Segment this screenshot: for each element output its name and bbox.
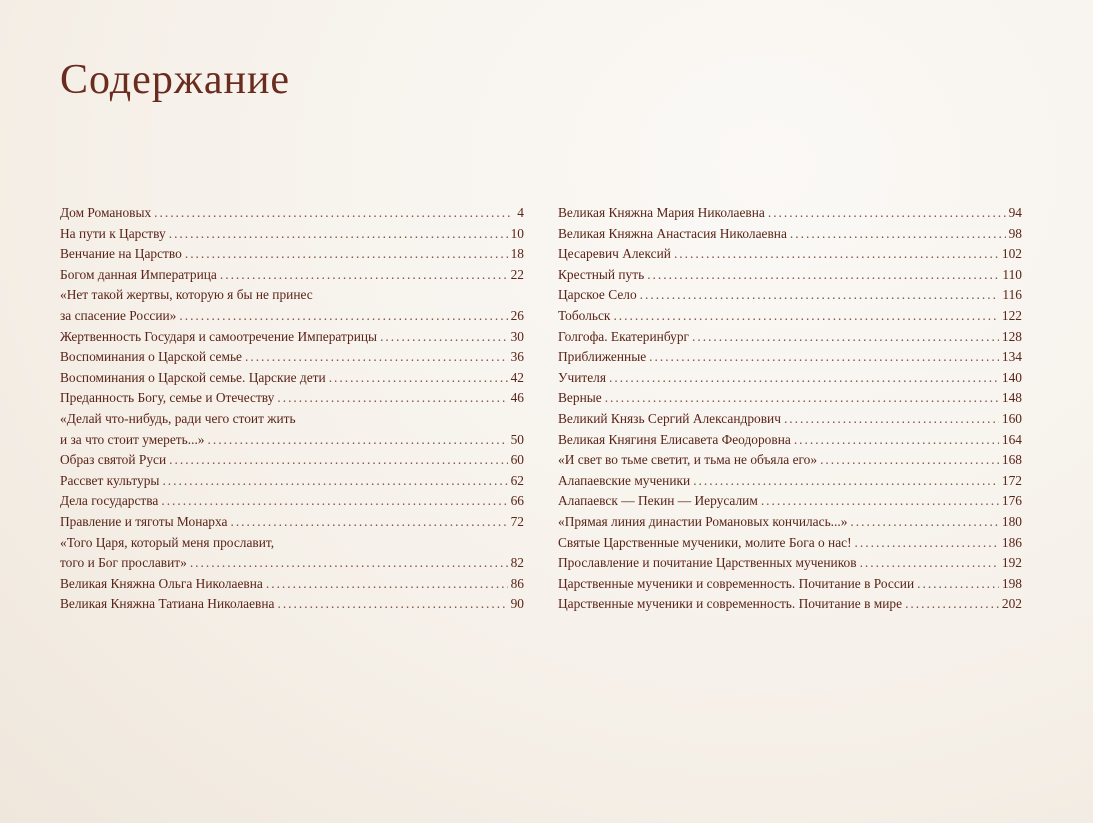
- toc-entry-page: 148: [1001, 390, 1022, 406]
- toc-entry-page: 94: [1008, 205, 1022, 220]
- dot-leader: [190, 553, 508, 574]
- toc-entry-title: Алапаевск — Пекин — Иерусалим: [558, 493, 758, 509]
- dot-leader: [761, 491, 999, 512]
- toc-entry[interactable]: [558, 491, 1022, 512]
- toc-entry-title: Дом Романовых: [60, 205, 152, 220]
- dot-leader: [794, 430, 999, 451]
- toc-entry[interactable]: [558, 471, 1022, 492]
- dot-leader: [266, 574, 508, 595]
- dot-leader: [220, 265, 508, 286]
- toc-entry-title: Крестный путь: [558, 266, 645, 282]
- toc-entry[interactable]: [558, 203, 1022, 224]
- dot-leader: [230, 512, 507, 533]
- toc-entry-title: Верные: [558, 390, 602, 406]
- toc-column-left: [60, 203, 524, 615]
- toc-entry[interactable]: [60, 244, 524, 265]
- dot-leader: [693, 471, 999, 492]
- toc-entry[interactable]: [60, 450, 524, 471]
- toc-entry-title: Жертвенность Государя и самоотречение Императрицы: [60, 328, 378, 344]
- dot-leader: [905, 594, 999, 615]
- toc-entry-title: и за что стоит умереть...»: [60, 431, 205, 447]
- toc-entry-page: 26: [510, 307, 524, 323]
- toc-entry[interactable]: [60, 347, 524, 368]
- toc-entry-page: 128: [1001, 328, 1022, 344]
- toc-entry-title: Великая Княжна Мария Николаевна: [558, 205, 765, 220]
- toc-entry-page: 172: [1001, 472, 1022, 488]
- toc-column-right: [558, 203, 1022, 615]
- toc-entry-page: 90: [510, 596, 524, 612]
- toc-entry-title: На пути к Царству: [60, 225, 166, 241]
- toc-entry-title: за спасение России»: [60, 307, 177, 323]
- toc-entry[interactable]: [60, 368, 524, 389]
- toc-entry-page: 72: [510, 513, 524, 529]
- toc-entry[interactable]: [558, 553, 1022, 574]
- dot-leader: [917, 574, 999, 595]
- dot-leader: [860, 553, 999, 574]
- dot-leader: [208, 430, 508, 451]
- toc-entry[interactable]: [558, 306, 1022, 327]
- toc-entry[interactable]: [60, 409, 524, 450]
- toc-entry[interactable]: [60, 265, 524, 286]
- toc-entry-page: 168: [1001, 452, 1022, 468]
- toc-entry-page: 18: [510, 246, 524, 262]
- toc-entry[interactable]: [60, 574, 524, 595]
- toc-entry-page: 110: [1002, 266, 1022, 282]
- dot-leader: [609, 368, 999, 389]
- toc-entry-title: «Нет такой жертвы, которую я бы не принес: [60, 287, 313, 303]
- toc-entry[interactable]: [60, 471, 524, 492]
- toc-entry-page: 164: [1001, 431, 1022, 447]
- toc-entry[interactable]: [60, 533, 524, 574]
- toc-entry-title: Царственные мученики и современность. Почитание в России: [558, 575, 915, 591]
- toc-entry-page: 60: [510, 452, 524, 468]
- toc-entry-page: 186: [1001, 534, 1022, 550]
- toc-entry-title: Святые Царственные мученики, молите Бога о нас!: [558, 534, 852, 550]
- toc-entry[interactable]: [60, 512, 524, 533]
- toc-entry-title: Великий Князь Сергий Александрович: [558, 410, 781, 426]
- toc-entry[interactable]: [558, 430, 1022, 451]
- dot-leader: [169, 224, 508, 245]
- dot-leader: [245, 347, 508, 368]
- dot-leader: [169, 450, 507, 471]
- toc-entry-page: 22: [510, 266, 524, 282]
- toc-entry[interactable]: [60, 388, 524, 409]
- toc-entry-title: Правление и тяготы Монарха: [60, 513, 228, 529]
- toc-entry[interactable]: [558, 327, 1022, 348]
- toc-entry-page: 36: [510, 349, 524, 365]
- toc-entry-page: 198: [1001, 575, 1022, 591]
- toc-entry-title: Преданность Богу, семье и Отечеству: [60, 390, 275, 406]
- dot-leader: [277, 388, 507, 409]
- dot-leader: [640, 285, 1000, 306]
- dot-leader: [649, 347, 999, 368]
- toc-entry[interactable]: [558, 265, 1022, 286]
- toc-entry-title: Рассвет культуры: [60, 472, 160, 488]
- dot-leader: [277, 594, 507, 615]
- dot-leader: [162, 471, 507, 492]
- toc-entry-title: «Того Царя, который меня прославит,: [60, 534, 275, 550]
- toc-entry-page: 140: [1001, 369, 1022, 385]
- toc-entry[interactable]: [558, 224, 1022, 245]
- toc-entry-title: Образ святой Руси: [60, 452, 167, 468]
- toc-entry[interactable]: [558, 512, 1022, 533]
- toc-entry-page: 42: [510, 369, 524, 385]
- dot-leader: [161, 491, 507, 512]
- toc-entry-title: «И свет во тьме светит, и тьма не объяла его»: [558, 452, 818, 468]
- toc-entry-page: 66: [510, 493, 524, 509]
- toc-entry-title: Царственные мученики и современность. Почитание в мире: [558, 596, 903, 612]
- toc-entry-page: 82: [510, 555, 524, 571]
- toc-entry-title: Богом данная Императрица: [60, 266, 217, 282]
- toc-entry[interactable]: [558, 574, 1022, 595]
- toc-entry[interactable]: [558, 347, 1022, 368]
- dot-leader: [613, 306, 998, 327]
- toc-entry[interactable]: [558, 285, 1022, 306]
- toc-entry-page: 134: [1001, 349, 1022, 365]
- toc-entry[interactable]: [558, 450, 1022, 471]
- dot-leader: [855, 533, 999, 554]
- toc-entry-title: Прославление и почитание Царственных мучеников: [558, 555, 857, 571]
- toc-entry-title: Венчание на Царство: [60, 246, 182, 262]
- toc-entry-page: 192: [1001, 555, 1022, 571]
- dot-leader: [692, 327, 999, 348]
- dot-leader: [768, 203, 1006, 224]
- dot-leader: [647, 265, 999, 286]
- dot-leader: [380, 327, 508, 348]
- toc-entry[interactable]: [60, 327, 524, 348]
- toc-entry-page: 50: [510, 431, 524, 447]
- toc-entry-title: Воспоминания о Царской семье. Царские дети: [60, 369, 326, 385]
- toc-entry[interactable]: [558, 409, 1022, 430]
- toc-entry-page: 180: [1001, 513, 1022, 529]
- toc-entry[interactable]: [558, 244, 1022, 265]
- toc-entry-title: Великая Княжна Ольга Николаевна: [60, 575, 263, 591]
- page-title: Содержание: [60, 57, 291, 103]
- toc-entry-title: того и Бог прославит»: [60, 555, 187, 571]
- toc-entry-page: 98: [1008, 225, 1022, 241]
- toc-entry[interactable]: [60, 224, 524, 245]
- toc-entry-title: Цесаревич Алексий: [558, 246, 671, 262]
- toc-entry[interactable]: [558, 533, 1022, 554]
- toc-entry[interactable]: [558, 388, 1022, 409]
- toc-entry-page: 176: [1001, 493, 1022, 509]
- toc-entry-title: «Прямая линия династии Романовых кончилась...»: [558, 513, 848, 529]
- toc-entry-title: Великая Княжна Анастасия Николаевна: [558, 225, 787, 241]
- dot-leader: [605, 388, 999, 409]
- dot-leader: [185, 244, 508, 265]
- toc-entry-page: 122: [1001, 307, 1022, 323]
- toc-entry[interactable]: [60, 491, 524, 512]
- toc-entry-page: 30: [510, 328, 524, 344]
- toc-entry[interactable]: [60, 285, 524, 326]
- toc-entry-page: 10: [510, 225, 524, 241]
- toc-entry-page: 202: [1001, 596, 1022, 612]
- toc-entry-page: 116: [1002, 287, 1022, 303]
- toc-entry-title: Царское Село: [558, 287, 637, 303]
- dot-leader: [850, 512, 998, 533]
- toc-entry-title: «Делай что-нибудь, ради чего стоит жить: [60, 410, 296, 426]
- toc-entry-title: Учителя: [558, 369, 607, 385]
- dot-leader: [154, 203, 511, 224]
- dot-leader: [790, 224, 1006, 245]
- toc-entry-title: Великая Княгиня Елисавета Феодоровна: [558, 431, 791, 447]
- toc-entry-page: 62: [510, 472, 524, 488]
- toc-entry-title: Тобольск: [558, 307, 611, 323]
- dot-leader: [329, 368, 508, 389]
- toc-entry-title: Дела государства: [60, 493, 159, 509]
- toc-entry-title: Великая Княжна Татиана Николаевна: [60, 596, 275, 612]
- toc-entry-title: Алапаевские мученики: [558, 472, 691, 488]
- toc-entry[interactable]: [558, 368, 1022, 389]
- dot-leader: [179, 306, 507, 327]
- toc-entry-page: 102: [1001, 246, 1022, 262]
- toc-entry-page: 46: [510, 390, 524, 406]
- toc-entry-page: 160: [1001, 410, 1022, 426]
- dot-leader: [820, 450, 999, 471]
- toc-entry[interactable]: [60, 594, 524, 615]
- toc-entry[interactable]: [60, 203, 524, 224]
- toc-entry[interactable]: [558, 594, 1022, 615]
- toc-entry-page: 86: [510, 575, 524, 591]
- toc-entry-page: 4: [517, 205, 524, 220]
- dot-leader: [674, 244, 999, 265]
- dot-leader: [784, 409, 999, 430]
- toc-entry-title: Воспоминания о Царской семье: [60, 349, 243, 365]
- toc-entry-title: Приближенные: [558, 349, 647, 365]
- toc-entry-title: Голгофа. Екатеринбург: [558, 328, 690, 344]
